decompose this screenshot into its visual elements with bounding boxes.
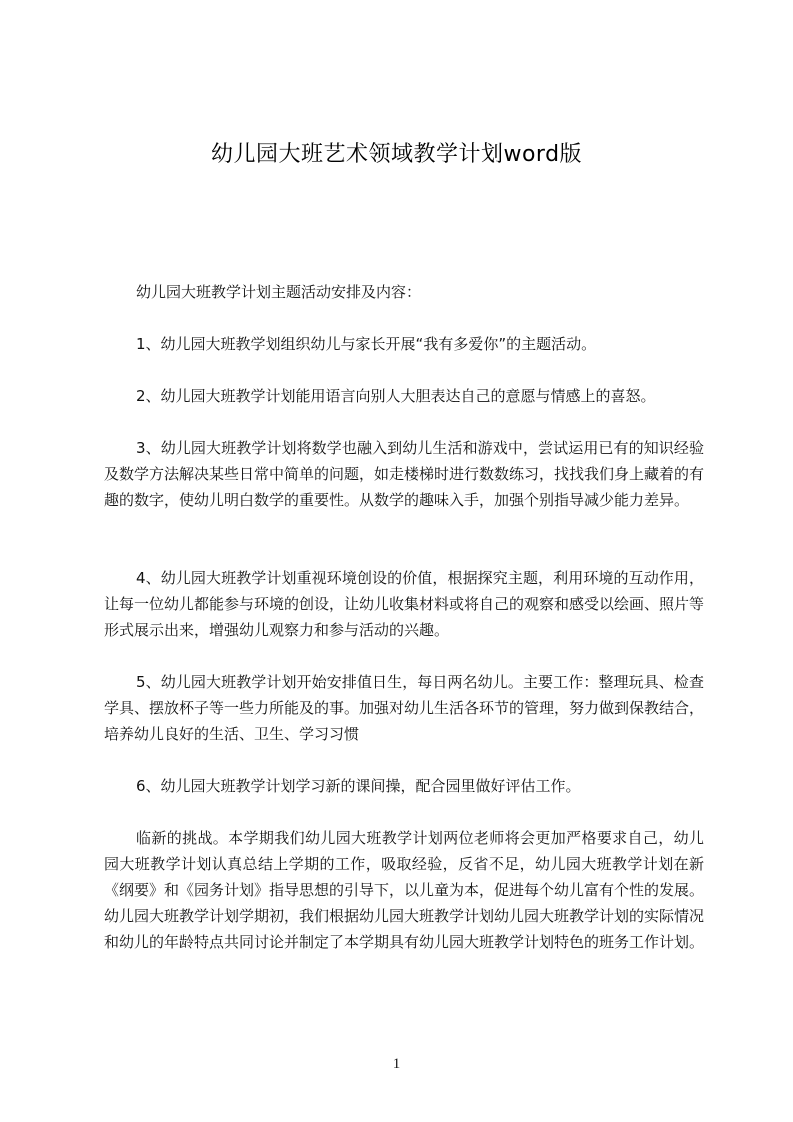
- paragraph-item-5: 5、幼儿园大班教学计划开始安排值日生，每日两名幼儿。主要工作：整理玩具、检查学具、摆放杯子等一些力所能及的事。加强对幼儿生活各环节的管理，努力做到保教结合，培养幼儿良好的生活、卫生、学习习惯: [104, 673, 705, 743]
- paragraph-item-3: 3、幼儿园大班教学计划将数学也融入到幼儿生活和游戏中，尝试运用已有的知识经验及数学方法解决某些日常中简单的问题，如走楼梯时进行数数练习，找找我们身上藏着的有趣的数字，使幼儿明白数学的重要性。从数学的趣味入手，加强个别指导减少能力差异。: [104, 439, 705, 509]
- page-number: 1: [392, 1056, 401, 1072]
- paragraph-item-6: 6、幼儿园大班教学计划学习新的课间操，配合园里做好评估工作。: [136, 777, 581, 795]
- paragraph-intro: 幼儿园大班教学计划主题活动安排及内容：: [136, 283, 422, 301]
- paragraph-conclusion: 临新的挑战。本学期我们幼儿园大班教学计划两位老师将会更加严格要求自己，幼儿园大班教学计划认真总结上学期的工作，吸取经验，反省不足，幼儿园大班教学计划在新《纲要》和《园务计划》指导思想的引导下，以儿童为本，促进每个幼儿富有个性的发展。幼儿园大班教学计划学期初，我们根据幼儿园大班教学计划幼儿园大班教学计划的实际情况和幼儿的年龄特点共同讨论并制定了本学期具有幼儿园大班教学计划特色的班务工作计划。: [104, 829, 705, 951]
- paragraph-item-2: 2、幼儿园大班教学计划能用语言向别人大胆表达自己的意愿与情感上的喜怒。: [136, 387, 656, 405]
- paragraph-item-1: 1、幼儿园大班教学划组织幼儿与家长开展“我有多爱你”的主题活动。: [136, 335, 597, 353]
- paragraph-item-4: 4、幼儿园大班教学计划重视环境创设的价值，根据探究主题，利用环境的互动作用，让每一位幼儿都能参与环境的创设，让幼儿收集材料或将自己的观察和感受以绘画、照片等形式展示出来，增强幼儿观察力和参与活动的兴趣。: [104, 569, 705, 639]
- document-title: 幼儿园大班艺术领域教学计划word版: [210, 142, 583, 167]
